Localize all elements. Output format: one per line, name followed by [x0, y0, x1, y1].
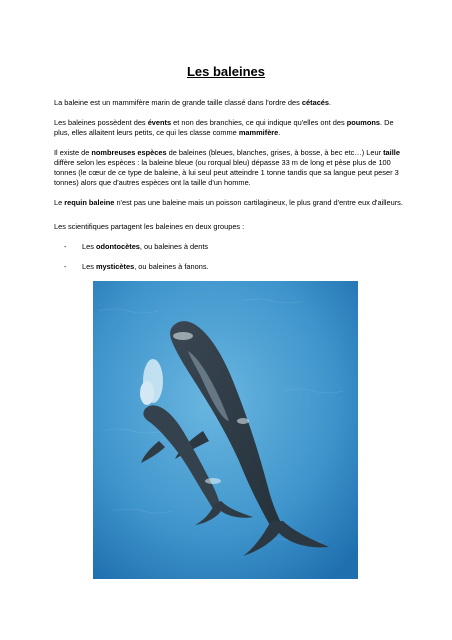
bold-term-taille: taille [383, 147, 400, 157]
bold-term-requin-baleine: requin baleine [64, 197, 115, 207]
text-run: n'est pas une baleine mais un poisson cartilagineux, le plus grand d'entre eux d'ailleurs. [114, 197, 403, 207]
paragraph-especes [54, 148, 406, 189]
text-run: . De plus, elles allaitent leurs petits, ce qui les classe comme [54, 117, 394, 137]
paragraph-groupes [54, 222, 406, 232]
text-run: de baleines (bleues, blanches, grises, à bosse, à bec etc…) Leur [166, 147, 384, 157]
list-item [54, 262, 406, 272]
text-run: . [278, 127, 281, 137]
groups-list [54, 242, 406, 272]
text-run: Les baleines possèdent des [54, 117, 148, 127]
text-run: Les [82, 241, 96, 251]
list-bullet: - [64, 261, 67, 271]
whales-photo [93, 281, 358, 579]
document-body [54, 98, 406, 281]
text-run: Les scientifiques partagent les baleines en deux groupes : [54, 222, 245, 232]
paragraph-requin [54, 198, 406, 208]
bold-term-odontocetes: odontocètes [95, 241, 140, 251]
paragraph-respiration [54, 118, 406, 138]
bold-term-mammifere: mammifère [238, 127, 279, 137]
text-run: et non des branchies, ce qui indique qu'elles ont des [171, 117, 347, 127]
bold-term-cetaces: cétacés [301, 98, 330, 107]
text-run: , ou baleines à fanons. [134, 261, 209, 271]
list-bullet: - [64, 241, 67, 251]
text-run: Le [54, 197, 65, 207]
paragraph-intro [54, 98, 406, 108]
bold-term-especes: nombreuses espèces [91, 147, 167, 157]
bold-term-mysticetes: mysticètes [95, 261, 135, 271]
text-run: , ou baleines à dents [139, 241, 209, 251]
text-run: diffère selon les espèces : la baleine bleue (ou rorqual bleu) dépasse 33 m de long et pèse plus de 100 tonnes (le cœur de ce type de baleine, à lui seul peut atteindre 1 tonne tandis que sa langue peut peser 3 tonnes) alors que d'autres espèces ont la taille d'un homme. [54, 157, 399, 188]
text-run: . [329, 98, 332, 107]
bold-term-poumons: poumons [346, 117, 380, 127]
text-run: Les [82, 261, 96, 271]
bold-term-events: évents [147, 117, 172, 127]
text-run: La baleine est un mammifère marin de grande taille classé dans l'ordre des [54, 98, 302, 107]
text-run: Il existe de [54, 147, 92, 157]
page-title: Les baleines [186, 64, 266, 79]
list-item [54, 242, 406, 252]
